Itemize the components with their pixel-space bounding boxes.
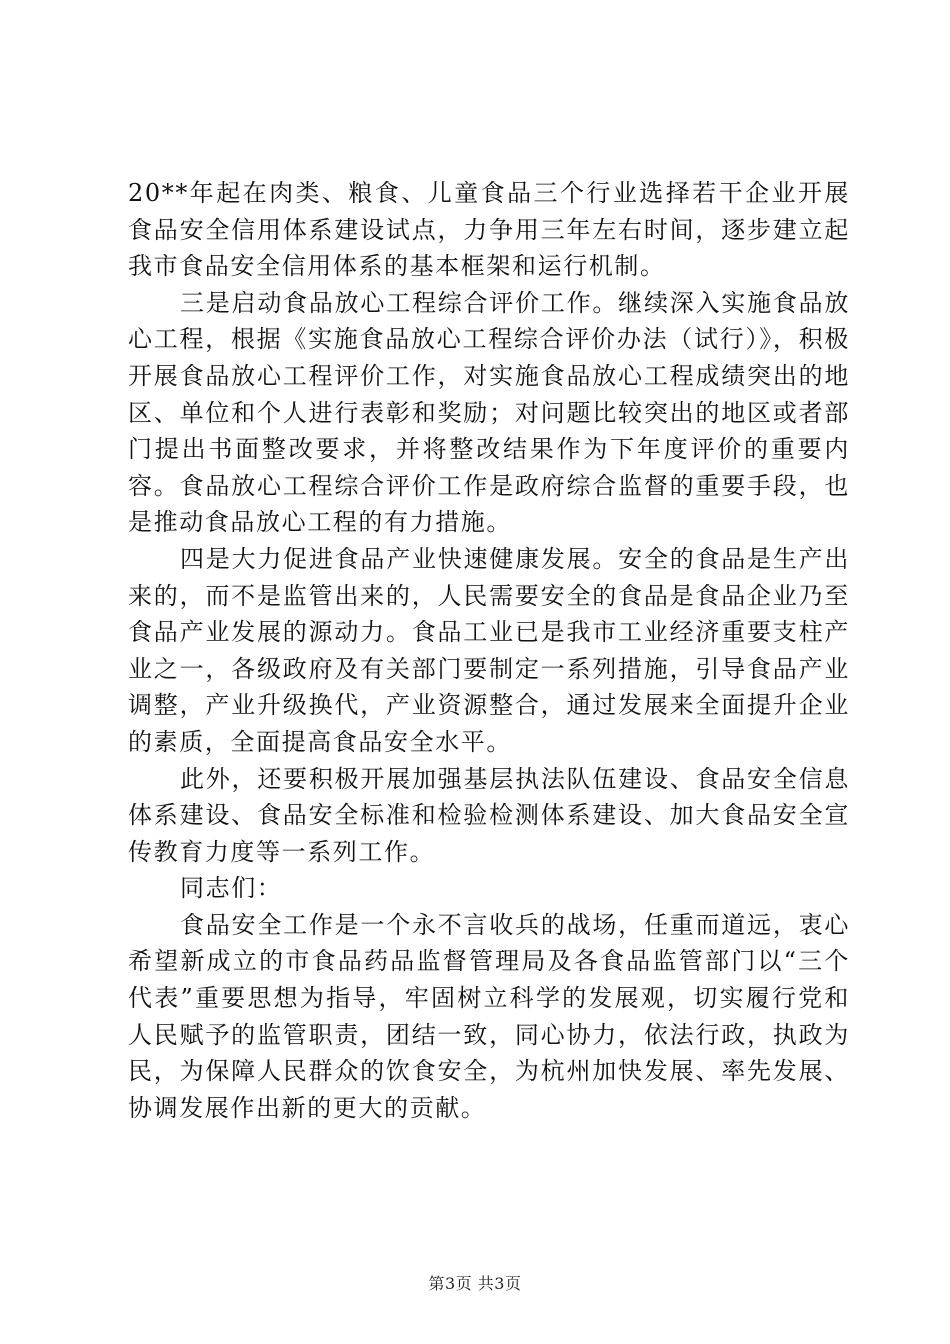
paragraph-additional-work: 此外，还要积极开展加强基层执法队伍建设、食品安全信息体系建设、食品安全标准和检验检测体系建设、加大食品安全宣传教育力度等一系列工作。: [128, 764, 850, 866]
document-body: [128, 175, 850, 1126]
paragraph-closing: 食品安全工作是一个永不言收兵的战场，任重而道远，衷心希望新成立的市食品药品监督管理局及各食品监管部门以“三个代表”重要思想为指导，牢固树立科学的发展观，切实履行党和人民赋予的监管职责，团结一致，同心协力，依法行政，执政为民，为保障人民群众的饮食安全，为杭州加快发展、率先发展、协调发展作出新的更大的贡献。: [128, 910, 850, 1122]
paragraph-salutation: 同志们：: [180, 874, 283, 903]
paragraph-continuation: 20**年起在肉类、粮食、儿童食品三个行业选择若干企业开展食品安全信用体系建设试点，力争用三年左右时间，逐步建立起我市食品安全信用体系的基本框架和运行机制。: [128, 179, 850, 281]
paragraph-item-three: 三是启动食品放心工程综合评价工作。继续深入实施食品放心工程，根据《实施食品放心工程综合评价办法（试行）》，积极开展食品放心工程评价工作，对实施食品放心工程成绩突出的地区、单位和个人进行表彰和奖励；对问题比较突出的地区或者部门提出书面整改要求，并将整改结果作为下年度评价的重要内容。食品放心工程综合评价工作是政府综合监督的重要手段，也是推动食品放心工程的有力措施。: [128, 288, 850, 537]
paragraph-item-four: 四是大力促进食品产业快速健康发展。安全的食品是生产出来的，而不是监管出来的，人民需要安全的食品是食品企业乃至食品产业发展的源动力。食品工业已是我市工业经济重要支柱产业之一，各级政府及有关部门要制定一系列措施，引导食品产业调整，产业升级换代，产业资源整合，通过发展来全面提升企业的素质，全面提高食品安全水平。: [128, 544, 850, 756]
page-number-footer: 第3页 共3页: [428, 1274, 522, 1293]
